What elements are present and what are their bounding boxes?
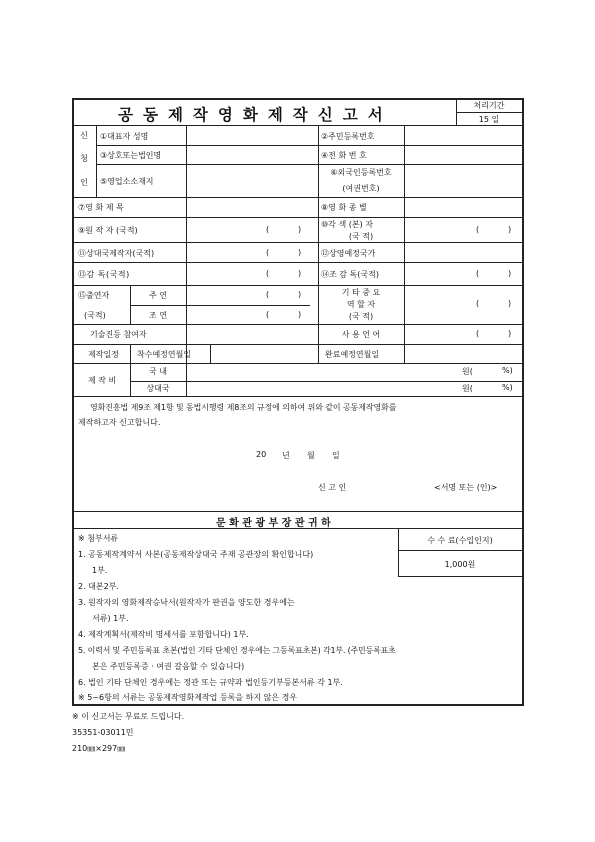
free-form-note: ※ 이 신고서는 무료로 드립니다.: [72, 712, 185, 721]
other-role-label-3: (국 적): [348, 312, 374, 321]
other-role-label-1: 기 타 중 요: [341, 288, 381, 297]
passport-no-label: (여권번호): [342, 184, 380, 193]
attachment-item-1: 1. 공동제작계약서 사본(공동제작상대국 주재 공관장의 확인합니다): [78, 550, 314, 559]
other-role-paren-close: ): [508, 299, 512, 308]
lead-paren-close: ): [298, 290, 302, 299]
attachment-item-6: 6. 법인 기타 단체인 경우에는 정관 또는 규약과 법인등기부등본서류 각 1부.: [78, 678, 343, 687]
screenwriter-label: ⑩각 색 (본) 자: [321, 220, 373, 229]
language-paren-open: (: [476, 329, 480, 338]
resident-no-label: ②주민등록번호: [321, 132, 375, 141]
screenwriter-paren-open: (: [476, 225, 480, 234]
asst-director-paren-close: ): [508, 269, 512, 278]
budget-label: 제 작 비: [88, 376, 117, 385]
partner-won: 원(: [462, 384, 473, 393]
cast-label: ⑮출연자: [78, 291, 110, 300]
tech-staff-label: 기술진등 참여자: [90, 330, 147, 339]
form-title: 공동제작영화제작신고서: [118, 106, 393, 124]
author-paren-close: ): [298, 225, 302, 234]
company-label: ③상호또는법인명: [100, 151, 162, 160]
domestic-label: 국 내: [149, 367, 167, 376]
rep-name-label: ①대표자 성명: [100, 132, 149, 141]
film-title-label: ⑦영 화 제 목: [78, 203, 124, 212]
addressee: 문 화 관 광 부 장 관 귀 하: [216, 518, 331, 529]
attachment-item-2: 2. 대본2부.: [78, 582, 119, 591]
supporting-actor-label: 조 연: [149, 311, 167, 320]
date-year: 20: [256, 450, 267, 459]
end-date-label: 완료예정연월일: [325, 350, 380, 359]
director-label: ⑬감 독(국적): [78, 270, 130, 279]
attachment-item-3-cont: 서류) 1부.: [92, 614, 129, 623]
attachment-item-4: 4. 제작계획서(제작비 명세서를 포함합니다) 1부.: [78, 630, 249, 639]
applicant-side-char-2: 청: [80, 154, 88, 163]
domestic-won: 원(: [462, 367, 473, 376]
asst-director-paren-open: (: [476, 269, 480, 278]
partner-percent: %): [502, 383, 513, 392]
applicant-side-char-1: 신: [80, 131, 88, 140]
reporter-label: 신 고 인: [318, 483, 347, 492]
schedule-label: 제작일정: [88, 350, 119, 359]
language-label: 사 용 언 어: [341, 330, 381, 339]
signature-placeholder: <서명 또는 (인)>: [434, 483, 498, 492]
attachment-item-5: 5. 이력서 및 주민등록표 초본(법인 기타 단체인 경우에는 그등록표초본) 각1부. (주민등록표초: [78, 646, 396, 655]
fee-value: 1,000원: [444, 560, 476, 569]
partner-paren-close: ): [298, 248, 302, 257]
screening-country-label: ⑫상영예정국가: [321, 249, 376, 258]
lead-paren-open: (: [266, 290, 270, 299]
director-paren-open: (: [266, 269, 270, 278]
director-paren-close: ): [298, 269, 302, 278]
lead-actor-label: 주 연: [149, 291, 167, 300]
other-role-paren-open: (: [476, 299, 480, 308]
partner-country-label: 상대국: [146, 384, 170, 393]
phone-label: ④전 화 번 호: [321, 151, 367, 160]
attachment-note: ※ 5~6항의 서류는 공동제작영화제작업 등록을 하지 않은 경우: [78, 693, 298, 702]
office-label: ⑤영업소소재지: [100, 177, 154, 186]
other-role-label-2: 역 할 자: [346, 300, 376, 309]
domestic-percent: %): [502, 366, 513, 375]
attachment-item-1-cont: 1부.: [92, 566, 108, 575]
author-label: ⑨원 작 자 (국적): [78, 226, 138, 235]
date-month-unit: 월: [307, 451, 315, 460]
fee-label: 수 수 료(수입인지): [427, 536, 493, 545]
attachment-item-3: 3. 원작자의 영화제작승낙서(원작자가 판권을 양도한 경우에는: [78, 598, 295, 607]
start-date-label: 착수예정연월일: [137, 350, 192, 359]
cast-nationality-label: (국적): [84, 311, 106, 320]
partner-producer-label: ⑪상대국제작자(국적): [78, 249, 155, 258]
support-paren-close: ): [298, 310, 302, 319]
partner-paren-open: (: [266, 248, 270, 257]
support-paren-open: (: [266, 310, 270, 319]
alien-no-label: ⑥외국인등록번호: [330, 168, 392, 177]
author-paren-open: (: [266, 225, 270, 234]
asst-director-label: ⑭조 감 독(국적): [321, 270, 379, 279]
declaration-text-line-1: 영화진흥법 제9조 제1항 및 동법시행령 제8조의 규정에 의하여 위와 같이 공동제작영화를: [90, 403, 397, 412]
screenwriter-nationality: (국 적): [348, 232, 374, 241]
form-code: 35351-03011민: [72, 728, 134, 737]
language-paren-close: ): [508, 329, 512, 338]
attachments-header: ※ 첨부서류: [78, 534, 119, 543]
date-day-unit: 일: [332, 451, 340, 460]
processing-period-value: 15 일: [478, 115, 500, 124]
processing-period-label: 처리기간: [473, 101, 505, 110]
applicant-side-char-3: 인: [80, 178, 88, 187]
screenwriter-paren-close: ): [508, 225, 512, 234]
declaration-text-line-2: 제작하고자 신고합니다.: [78, 418, 161, 427]
date-year-unit: 년: [282, 451, 290, 460]
film-genre-label: ⑧영 화 종 별: [321, 203, 367, 212]
paper-size: 210㎜×297㎜: [72, 744, 126, 753]
attachment-item-5-cont: 본은 주민등록증 · 여권 갈음할 수 있습니다): [92, 662, 245, 671]
